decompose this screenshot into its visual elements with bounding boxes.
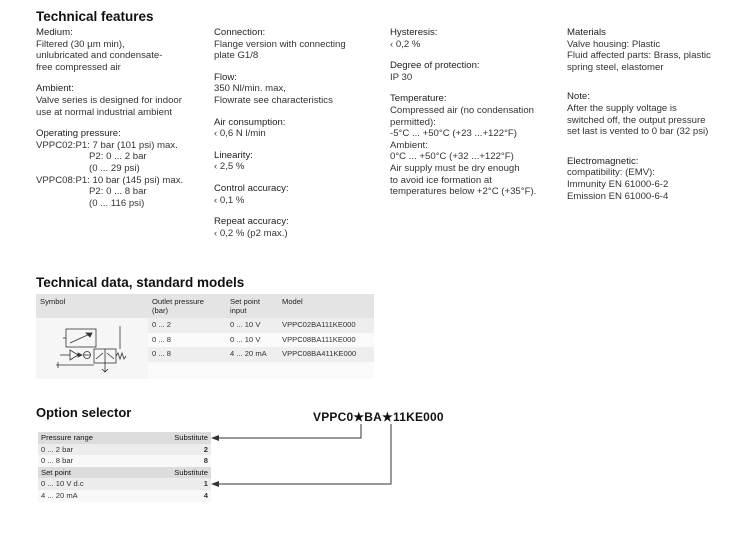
outlet-pressure-cell: 0 ... 2 xyxy=(148,318,226,333)
operating-pressure-line: VPPC02:P1: 7 bar (101 psi) max. xyxy=(36,139,178,151)
operating-pressure-block xyxy=(36,128,216,209)
flow-line: Flowrate see characteristics xyxy=(214,94,333,106)
pressure-range-connector xyxy=(218,424,361,438)
model-cell: VPPC08BA111KE000 xyxy=(278,333,374,348)
connection-block xyxy=(214,27,379,62)
option-text: 0 ... 2 bar xyxy=(38,444,141,456)
flow-line: 350 Nl/min. max, xyxy=(214,83,286,95)
header-outlet-pressure: Outlet pressure (bar) xyxy=(148,294,226,318)
medium-block xyxy=(36,27,216,73)
option-text: 0 ... 8 bar xyxy=(38,455,141,467)
option-row xyxy=(38,478,211,490)
control-accuracy-block xyxy=(214,183,379,206)
note-line: switched off, the output pressure xyxy=(567,114,706,126)
outlet-pressure-cell: 0 ... 8 xyxy=(148,333,226,348)
temperature-line: -5°C ... +50°C (+23 ...+122°F) xyxy=(390,128,517,140)
protection-block xyxy=(390,60,562,83)
option-substitute-label: Substitute xyxy=(141,432,211,444)
operating-pressure-label: Operating pressure: xyxy=(36,128,121,140)
air-consumption-label: Air consumption: xyxy=(214,116,286,128)
pressure-range-arrowhead xyxy=(211,435,219,441)
medium-label: Medium: xyxy=(36,27,73,38)
air-consumption-block xyxy=(214,117,379,140)
features-col-1 xyxy=(36,27,216,209)
note-line: set last is vented to 0 bar (32 psi) xyxy=(567,126,709,138)
option-value: 4 xyxy=(141,490,211,502)
option-value: 2 xyxy=(141,444,211,456)
table-header-row xyxy=(36,294,374,318)
medium-line: Filtered (30 µm min), xyxy=(36,38,125,50)
repeat-accuracy-value: ‹ 0,2 % (p2 max.) xyxy=(214,227,288,239)
medium-line: free compressed air xyxy=(36,61,121,73)
header-set-point: Set point input xyxy=(226,294,278,318)
hysteresis-label: Hysteresis: xyxy=(390,27,438,38)
control-accuracy-label: Control accuracy: xyxy=(214,182,289,194)
option-text: 4 ... 20 mA xyxy=(38,490,141,502)
outlet-pressure-cell: 0 ... 8 xyxy=(148,347,226,362)
repeat-accuracy-label: Repeat accuracy: xyxy=(214,216,289,228)
symbol-cell xyxy=(36,318,148,379)
set-point-cell: 0 ... 10 V xyxy=(226,318,278,333)
option-group-header xyxy=(38,467,211,479)
materials-line: Fluid affected parts: Brass, plastic xyxy=(567,50,711,62)
emv-block xyxy=(567,156,752,202)
hysteresis-block xyxy=(390,27,562,50)
option-value: 1 xyxy=(141,478,211,490)
operating-pressure-line: (0 ... 29 psi) xyxy=(89,162,140,174)
tech-data-title: Technical data, standard models xyxy=(36,275,245,290)
option-row xyxy=(38,455,211,467)
hysteresis-value: ‹ 0,2 % xyxy=(390,38,421,50)
option-value: 8 xyxy=(141,455,211,467)
ambient-line: Valve series is designed for indoor xyxy=(36,94,182,106)
temperature-line: Ambient: xyxy=(390,139,428,151)
operating-pressure-line: P2: 0 ... 8 bar xyxy=(89,186,147,198)
temperature-line: Air supply must be dry enough xyxy=(390,162,520,174)
features-col-3 xyxy=(390,27,562,198)
emv-line: Emission EN 61000-6-4 xyxy=(567,190,669,202)
temperature-label: Temperature: xyxy=(390,93,447,105)
option-substitute-label: Substitute xyxy=(141,467,211,479)
temperature-line: 0°C ... +50°C (+32 ...+122°F) xyxy=(390,151,514,163)
option-text: 0 ... 10 V d.c xyxy=(38,478,141,490)
option-row xyxy=(38,490,211,502)
note-label: Note: xyxy=(567,91,590,103)
temperature-line: Compressed air (no condensation xyxy=(390,104,534,116)
option-selector-title: Option selector xyxy=(36,405,132,420)
set-point-cell: 4 ... 20 mA xyxy=(226,347,278,362)
linearity-value: ‹ 2,5 % xyxy=(214,161,245,173)
air-consumption-value: ‹ 0,6 N l/min xyxy=(214,128,266,140)
ambient-line: use at normal industrial ambient xyxy=(36,106,172,118)
connection-line: Flange version with connecting xyxy=(214,38,346,50)
empty-cell xyxy=(148,362,374,378)
flow-label: Flow: xyxy=(214,71,237,83)
repeat-accuracy-block xyxy=(214,216,379,239)
materials-block xyxy=(567,27,752,73)
set-point-cell: 0 ... 10 V xyxy=(226,333,278,348)
option-group-label: Set point xyxy=(38,467,141,479)
model-cell: VPPC08BA411KE000 xyxy=(278,347,374,362)
connection-line: plate G1/8 xyxy=(214,50,259,62)
option-group-header xyxy=(38,432,211,444)
protection-value: IP 30 xyxy=(390,71,413,83)
protection-label: Degree of protection: xyxy=(390,60,480,72)
set-point-arrowhead xyxy=(211,481,219,487)
materials-line: Valve housing: Plastic xyxy=(567,38,661,50)
proportional-valve-symbol-icon xyxy=(36,318,140,374)
option-group-label: Pressure range xyxy=(38,432,141,444)
linearity-block xyxy=(214,150,379,173)
model-code: VPPC0★BA★11KE000 xyxy=(313,410,444,424)
medium-line: unlubricated and condensate- xyxy=(36,50,163,62)
option-selector-table xyxy=(38,432,211,502)
header-symbol: Symbol xyxy=(36,294,148,318)
emv-line: compatibility: (EMV): xyxy=(567,167,655,179)
features-title: Technical features xyxy=(36,9,154,24)
ambient-block xyxy=(36,83,216,118)
materials-line: spring steel, elastomer xyxy=(567,61,664,73)
flow-block xyxy=(214,72,379,107)
emv-label: Electromagnetic: xyxy=(567,155,639,167)
connection-label: Connection: xyxy=(214,27,266,38)
temperature-block xyxy=(390,93,562,197)
operating-pressure-line: (0 ... 116 psi) xyxy=(89,197,145,209)
option-row xyxy=(38,444,211,456)
model-cell: VPPC02BA111KE000 xyxy=(278,318,374,333)
note-line: After the supply voltage is xyxy=(567,102,677,114)
operating-pressure-line: VPPC08:P1: 10 bar (145 psi) max. xyxy=(36,174,184,186)
materials-label: Materials xyxy=(567,27,606,38)
note-block xyxy=(567,91,752,137)
temperature-line: permitted): xyxy=(390,116,436,128)
features-col-4 xyxy=(567,27,752,202)
emv-line: Immunity EN 61000-6-2 xyxy=(567,178,669,190)
linearity-label: Linearity: xyxy=(214,149,253,161)
tech-data-table xyxy=(36,294,374,379)
ambient-label: Ambient: xyxy=(36,83,74,95)
temperature-line: temperatures below +2°C (+35°F). xyxy=(390,186,537,198)
operating-pressure-line: P2: 0 ... 2 bar xyxy=(89,151,147,163)
set-point-connector xyxy=(218,424,391,484)
header-model: Model xyxy=(278,294,374,318)
features-col-2 xyxy=(214,27,379,239)
control-accuracy-value: ‹ 0,1 % xyxy=(214,194,245,206)
table-row xyxy=(36,318,374,333)
temperature-line: to avoid ice formation at xyxy=(390,174,492,186)
